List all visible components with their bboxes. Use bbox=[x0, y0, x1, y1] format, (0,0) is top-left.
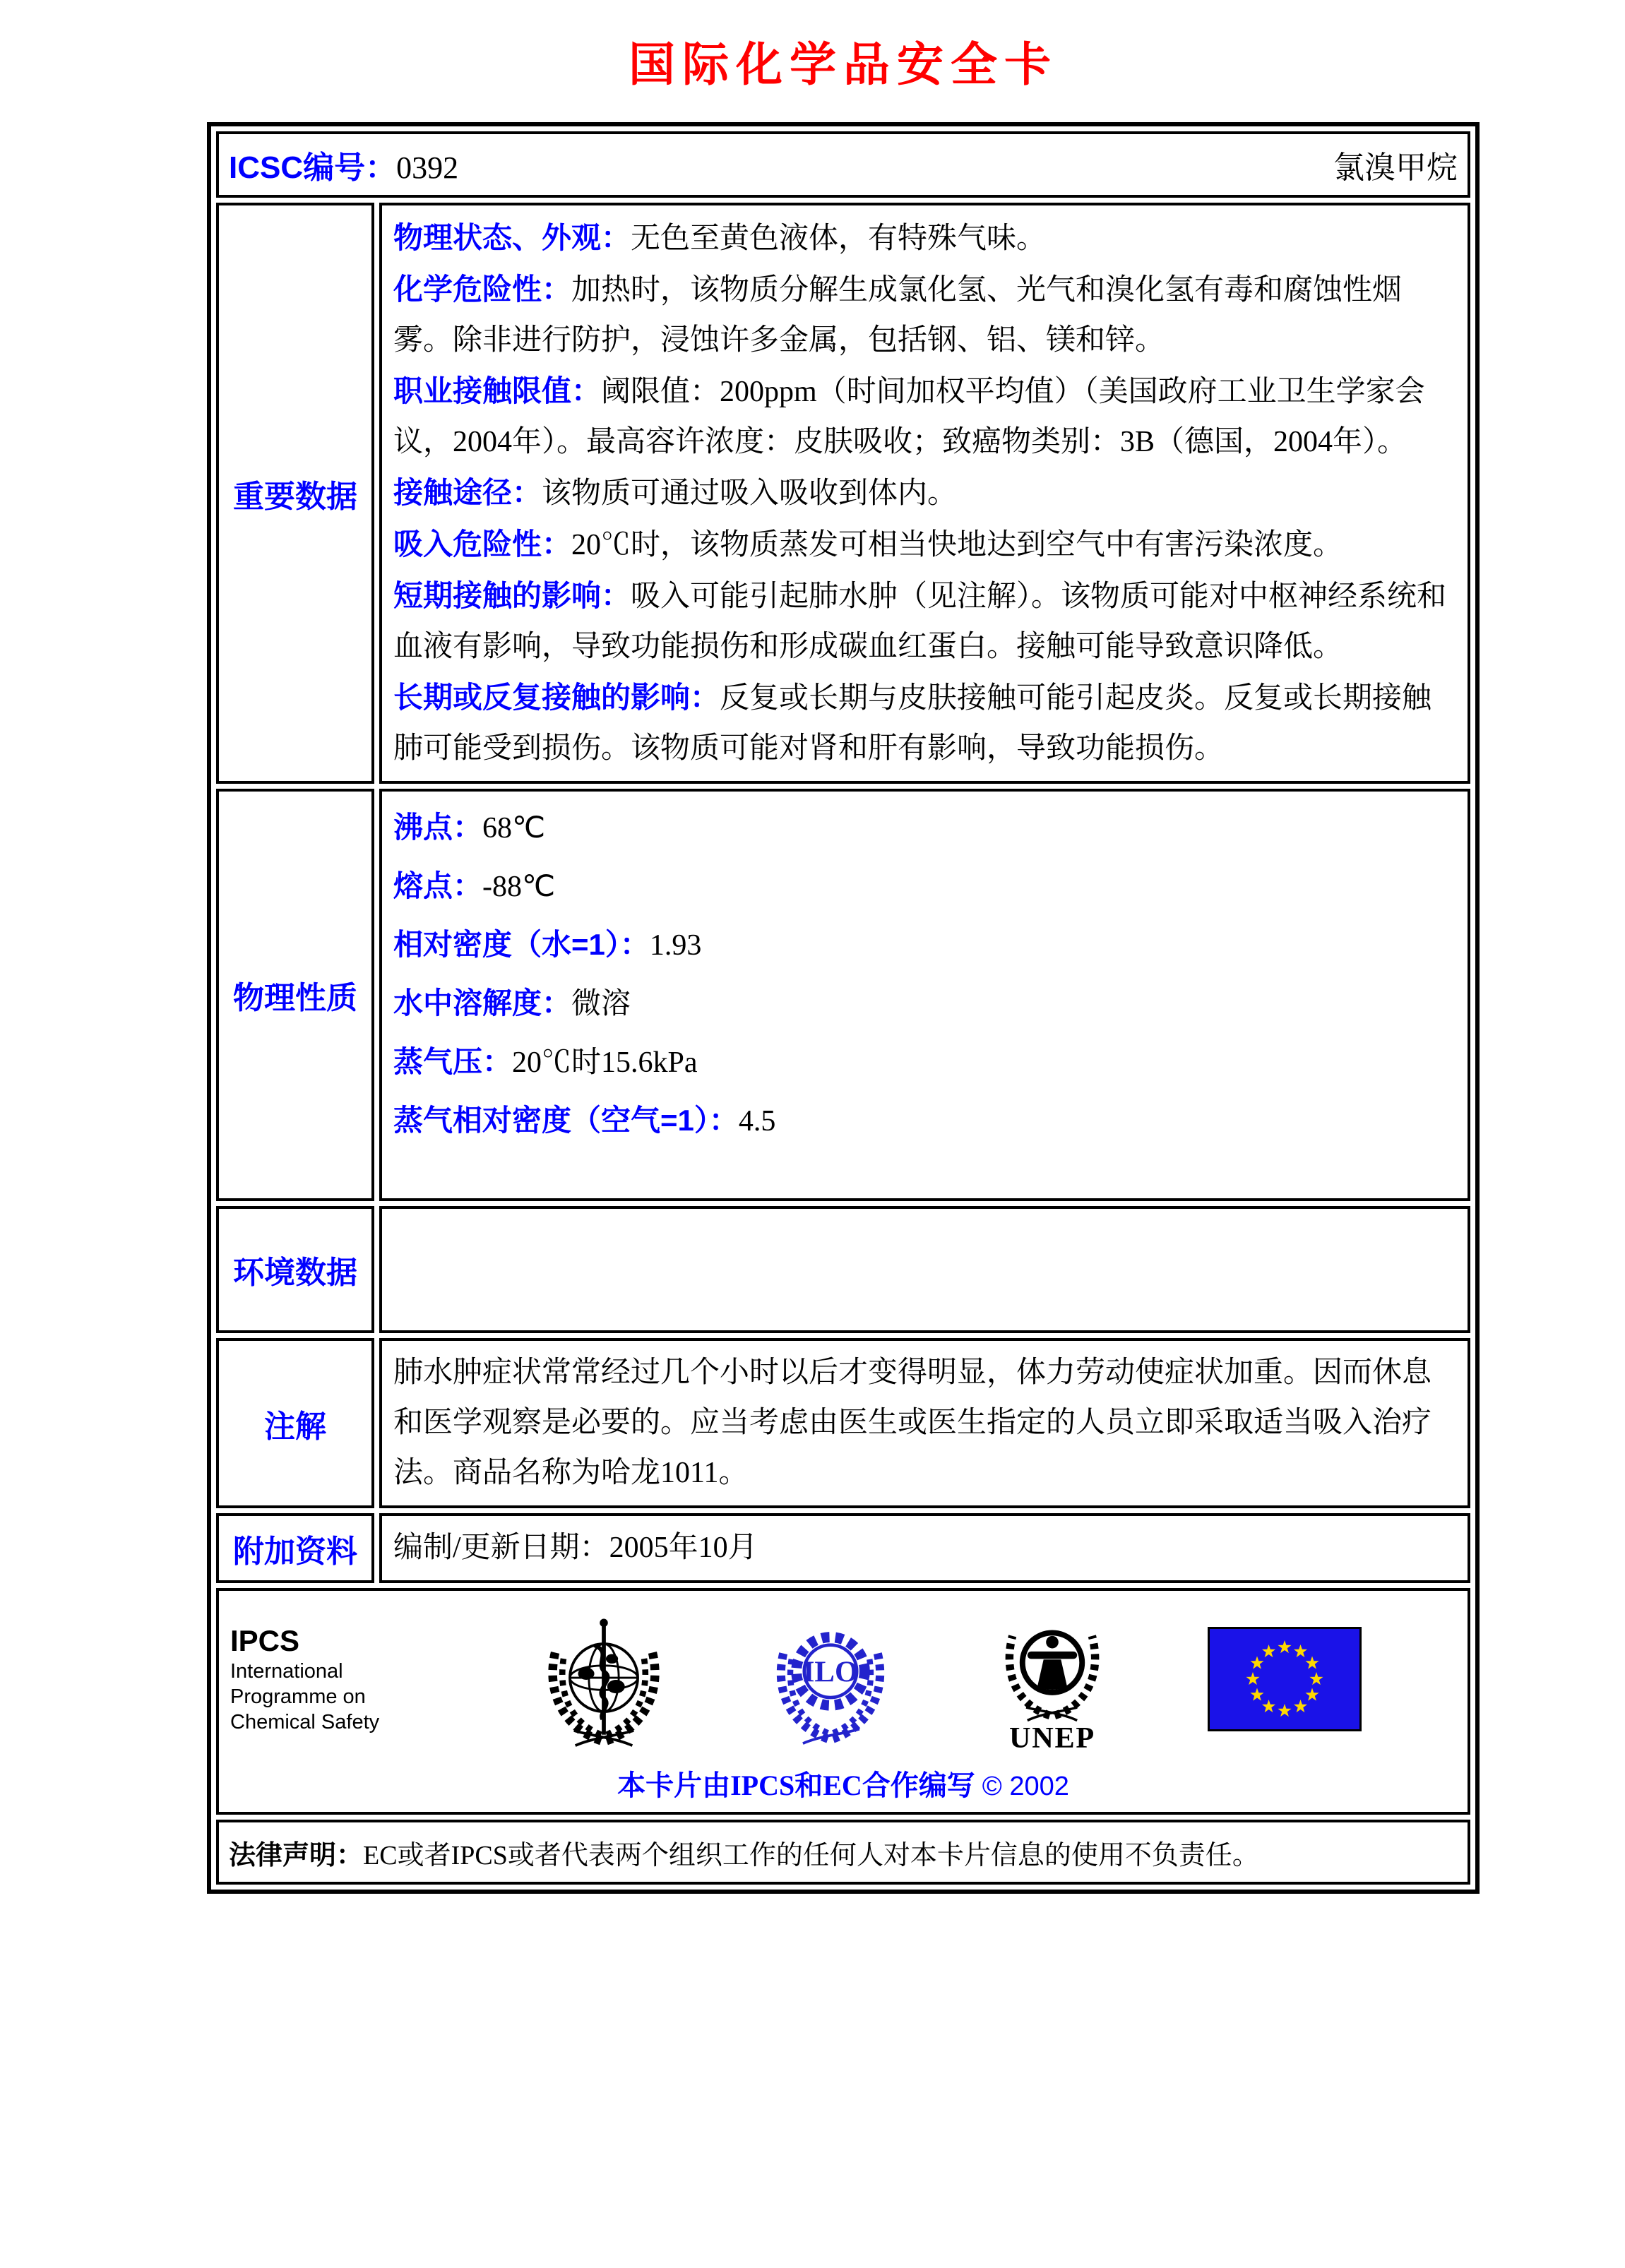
cooperation-caption bbox=[226, 1763, 1460, 1803]
card-page bbox=[207, 27, 1480, 1894]
icsc-number-label: ICSC编号： bbox=[229, 150, 397, 185]
header-cell bbox=[216, 131, 1470, 198]
ipcs-name: IPCS bbox=[230, 1624, 300, 1657]
ipcs-text-block bbox=[230, 1623, 442, 1735]
section-label-environmental-data: 环境数据 bbox=[216, 1206, 374, 1333]
ilo-letters: ILO bbox=[802, 1655, 859, 1689]
section-row-notes bbox=[216, 1338, 1470, 1508]
ipcs-subline: International bbox=[230, 1660, 343, 1683]
physical-item: 蒸气压：20℃时15.6kPa bbox=[393, 1045, 698, 1079]
section-label-important-data: 重要数据 bbox=[216, 203, 374, 784]
ipcs-subline: Chemical Safety bbox=[230, 1711, 380, 1733]
physical-item: 相对密度（水=1）：1.93 bbox=[393, 928, 702, 962]
page-title: 国际化学品安全卡 bbox=[629, 38, 1058, 90]
physical-item: 水中溶解度：微溶 bbox=[393, 986, 631, 1020]
caption-year: © 2002 bbox=[982, 1772, 1069, 1801]
physical-item: 蒸气相对密度（空气=1）：4.5 bbox=[393, 1104, 776, 1138]
important-item: 化学危险性：加热时，该物质分解生成氯化氢、光气和溴化氢有毒和腐蚀性烟雾。除非进行防护，浸蚀许多金属，包括钢、铝、镁和锌。 bbox=[393, 273, 1403, 357]
important-item: 接触途径：该物质可通过吸入吸收到体内。 bbox=[393, 476, 958, 510]
legal-row bbox=[216, 1820, 1470, 1885]
physical-item: 熔点：-88℃ bbox=[393, 869, 556, 903]
who-emblem-icon bbox=[536, 1610, 672, 1748]
section-content-notes bbox=[379, 1338, 1470, 1508]
logos-row bbox=[216, 1588, 1470, 1815]
section-label-additional-info: 附加资料 bbox=[216, 1513, 374, 1583]
unep-emblem-icon bbox=[990, 1604, 1114, 1755]
unep-letters: UNEP bbox=[1008, 1721, 1095, 1755]
section-row-environmental-data bbox=[216, 1206, 1470, 1333]
legal-text: EC或者IPCS或者代表两个组织工作的任何人对本卡片信息的使用不负责任。 bbox=[363, 1840, 1259, 1870]
caption-text: 本卡片由IPCS和EC合作编写 bbox=[617, 1769, 975, 1801]
physical-item: 沸点：68℃ bbox=[393, 811, 546, 844]
update-date-text: 编制/更新日期：2005年10月 bbox=[393, 1532, 758, 1564]
section-row-additional-info bbox=[216, 1513, 1470, 1583]
icsc-number-value: 0392 bbox=[396, 150, 459, 185]
notes-text: 肺水肿症状常常经过几个小时以后才变得明显，体力劳动使症状加重。因而休息和医学观察是必要的。应当考虑由医生或医生指定的人员立即采取适当吸入治疗法。商品名称为哈龙1011。 bbox=[393, 1356, 1432, 1489]
important-item: 短期接触的影响：吸入可能引起肺水肿（见注解）。该物质可能对中枢神经系统和血液有影响，导致功能损伤和形成碳血红蛋白。接触可能导致意识降低。 bbox=[393, 579, 1447, 663]
icsc-number-group bbox=[229, 142, 458, 187]
section-content-environmental-data bbox=[379, 1206, 1470, 1333]
logos-line bbox=[226, 1599, 1460, 1756]
section-content-physical-properties bbox=[379, 789, 1470, 1201]
icsc-card-table bbox=[207, 122, 1480, 1894]
important-item: 长期或反复接触的影响：反复或长期与皮肤接触可能引起皮炎。反复或长期接触肺可能受到损伤。该物质可能对肾和肝有影响，导致功能损伤。 bbox=[393, 681, 1432, 765]
section-content-additional-info bbox=[379, 1513, 1470, 1583]
section-content-important-data bbox=[379, 203, 1470, 784]
section-label-notes: 注解 bbox=[216, 1338, 374, 1508]
important-item: 职业接触限值：阈限值：200ppm（时间加权平均值）（美国政府工业卫生学家会议，2004年）。最高容许浓度：皮肤吸收；致癌物类别：3B（德国，2004年）。 bbox=[393, 374, 1425, 458]
logos-cell bbox=[216, 1588, 1470, 1815]
important-item: 吸入危险性：20℃时，该物质蒸发可相当快地达到空气中有害污染浓度。 bbox=[393, 527, 1343, 561]
header-row bbox=[216, 131, 1470, 198]
chemical-name: 氯溴甲烷 bbox=[1333, 150, 1458, 185]
ipcs-subline: Programme on bbox=[230, 1685, 366, 1708]
section-row-important-data bbox=[216, 203, 1470, 784]
legal-label: 法律声明： bbox=[229, 1840, 364, 1870]
section-label-physical-properties: 物理性质 bbox=[216, 789, 374, 1201]
legal-cell bbox=[216, 1820, 1470, 1885]
section-row-physical-properties bbox=[216, 789, 1470, 1201]
eu-flag-icon bbox=[1208, 1627, 1362, 1731]
ilo-emblem-icon bbox=[765, 1612, 896, 1746]
important-item: 物理状态、外观：无色至黄色液体，有特殊气味。 bbox=[393, 221, 1047, 255]
